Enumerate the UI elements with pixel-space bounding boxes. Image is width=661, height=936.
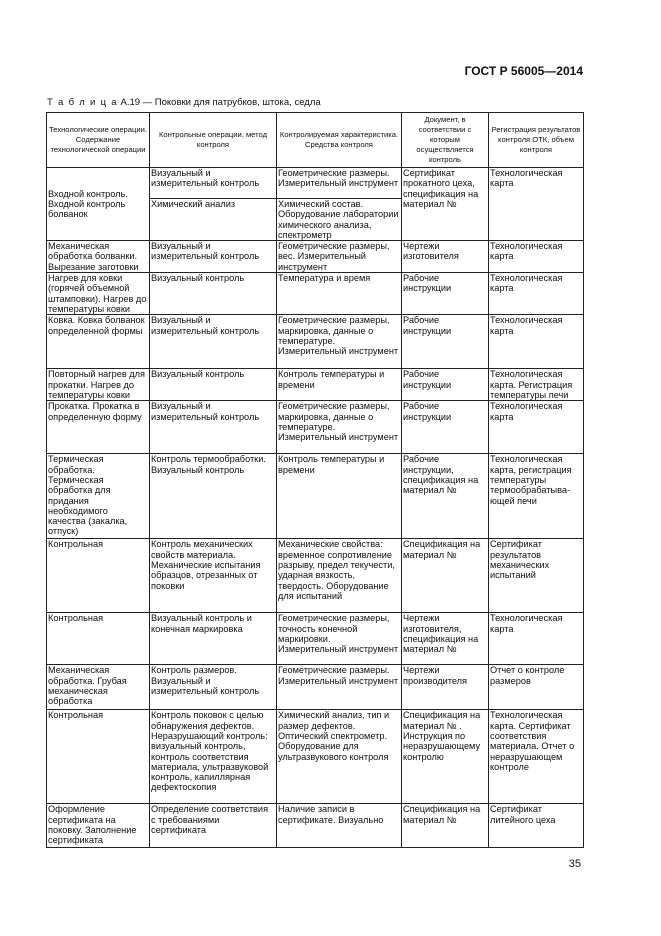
table-header-row	[47, 113, 584, 168]
document-cell: Рабочие инструкции	[402, 315, 489, 369]
characteristic-cell: Геометрические размеры, маркировка, данные о температуре. Измерительный инструмент	[277, 315, 402, 369]
operation-cell: Ковка. Ковка болванок определенной формы	[47, 315, 150, 369]
column-header: Регистрация результатов контроля ОТК, объем контроля	[489, 113, 584, 168]
characteristic-cell: Механические свойства: временное сопротивление разрыву, предел текучести, ударная вязкость, твердость. Оборудование для испытаний	[277, 539, 402, 613]
registration-cell: Сертификат литейного цеха	[489, 804, 584, 848]
registration-cell: Технологическая карта	[489, 273, 584, 315]
document-cell: Рабочие инструкции	[402, 369, 489, 401]
method-cell: Визуальный и измерительный контроль	[150, 168, 277, 199]
table-row	[47, 613, 584, 665]
operation-cell: Контрольная	[47, 710, 150, 804]
registration-cell: Сертификат результатов механических испытаний	[489, 539, 584, 613]
control-table	[46, 112, 584, 848]
registration-cell: Технологическая карта	[489, 613, 584, 665]
registration-cell: Технологическая карта. Регистрация температуры печи	[489, 369, 584, 401]
table-row	[47, 241, 584, 273]
characteristic-cell: Геометрические размеры. Измерительный инструмент	[277, 665, 402, 710]
operation-cell: Механическая обработка болванки. Вырезание заготовки	[47, 241, 150, 273]
table-row	[47, 273, 584, 315]
registration-cell: Технологическая карта. Сертификат соответствия материала. Отчет о неразрушающем контроле	[489, 710, 584, 804]
document-cell: Чертежи изготовителя, спецификация на материал №	[402, 613, 489, 665]
operation-cell: Механическая обработка. Грубая механическая обработка	[47, 665, 150, 710]
characteristic-cell: Химический состав. Оборудование лаборатории химического анализа, спектрометр	[277, 199, 402, 241]
registration-cell: Технологическая карта, регистрация температуры термообрабатыва-ющей печи	[489, 454, 584, 539]
document-cell: Сертификат прокатного цеха, спецификация на материал №	[402, 168, 489, 241]
table-row	[47, 665, 584, 710]
characteristic-cell: Наличие записи в сертификате. Визуально	[277, 804, 402, 848]
characteristic-cell: Контроль температуры и времени	[277, 369, 402, 401]
characteristic-cell: Температура и время	[277, 273, 402, 315]
table-row	[47, 454, 584, 539]
document-cell: Спецификация на материал №	[402, 804, 489, 848]
method-cell: Визуальный и измерительный контроль	[150, 401, 277, 454]
operation-cell: Входной контроль. Входной контроль болванок	[47, 168, 150, 241]
method-cell: Визуальный контроль	[150, 273, 277, 315]
registration-cell: Технологическая карта	[489, 315, 584, 369]
method-cell: Контроль термообработки. Визуальный контроль	[150, 454, 277, 539]
operation-cell: Контрольная	[47, 613, 150, 665]
operation-cell: Термическая обработка. Термическая обработка для придания необходимого качества (закалка, отпуск)	[47, 454, 150, 539]
table-row	[47, 315, 584, 369]
characteristic-cell: Химический анализ, тип и размер дефектов. Оптический спектрометр. Оборудование для ультразвукового контроля	[277, 710, 402, 804]
column-header: Контрольные операции. метод контроля	[150, 113, 277, 168]
document-cell: Рабочие инструкции, спецификация на материал №	[402, 454, 489, 539]
standard-code: ГОСТ Р 56005—2014	[464, 64, 583, 78]
caption-prefix: Т а б л и ц а	[47, 97, 118, 108]
operation-cell: Оформление сертификата на поковку. Заполнение сертификата	[47, 804, 150, 848]
column-header: Документ, в соответствии с которым осуществляется контроль	[402, 113, 489, 168]
document-cell: Спецификация на материал № . Инструкция по неразрушающему контролю	[402, 710, 489, 804]
characteristic-cell: Геометрические размеры, маркировка, данные о температуре. Измерительный инструмент	[277, 401, 402, 454]
method-cell: Визуальный контроль и конечная маркировка	[150, 613, 277, 665]
document-cell: Чертежи производителя	[402, 665, 489, 710]
table-row	[47, 539, 584, 613]
method-cell: Контроль размеров. Визуальный и измерительный контроль	[150, 665, 277, 710]
method-cell: Визуальный и измерительный контроль	[150, 241, 277, 273]
page-number: 35	[568, 858, 581, 870]
method-cell: Определение соответствия с требованиями сертификата	[150, 804, 277, 848]
method-cell: Контроль поковок с целью обнаружения дефектов. Неразрушающий контроль: визуальный контроль, контроль соответствия материала, ультразвуковой контроль, капиллярная дефектоскопия	[150, 710, 277, 804]
operation-cell: Контрольная	[47, 539, 150, 613]
registration-cell: Технологическая карта	[489, 401, 584, 454]
document-cell: Рабочие инструкции	[402, 273, 489, 315]
table-caption	[47, 97, 321, 108]
column-header: Технологические операции. Содержание технологической операции	[47, 113, 150, 168]
column-header: Контролируемая характеристика. Средства контроля	[277, 113, 402, 168]
method-cell: Химический анализ	[150, 199, 277, 241]
method-cell: Визуальный контроль	[150, 369, 277, 401]
table-row	[47, 168, 584, 199]
table-row	[47, 401, 584, 454]
operation-cell: Нагрев для ковки (горячей объемной штамповки). Нагрев до температуры ковки	[47, 273, 150, 315]
table-row	[47, 804, 584, 848]
table-row	[47, 369, 584, 401]
caption-text: А.19 — Поковки для патрубков, штока, седла	[117, 97, 321, 108]
document-cell: Чертежи изготовителя	[402, 241, 489, 273]
method-cell: Визуальный и измерительный контроль	[150, 315, 277, 369]
document-cell: Спецификация на материал №	[402, 539, 489, 613]
registration-cell: Технологическая карта	[489, 168, 584, 241]
method-cell: Контроль механических свойств материала. Механические испытания образцов, отрезанных от поковки	[150, 539, 277, 613]
characteristic-cell: Контроль температуры и времени	[277, 454, 402, 539]
operation-cell: Повторный нагрев для прокатки. Нагрев до температуры ковки	[47, 369, 150, 401]
registration-cell: Технологическая карта	[489, 241, 584, 273]
registration-cell: Отчет о контроле размеров	[489, 665, 584, 710]
document-cell: Рабочие инструкции	[402, 401, 489, 454]
operation-cell: Прокатка. Прокатка в определенную форму	[47, 401, 150, 454]
characteristic-cell: Геометрические размеры. Измерительный инструмент	[277, 168, 402, 199]
table-row	[47, 710, 584, 804]
characteristic-cell: Геометрические размеры, точность конечной маркировки. Измерительный инструмент	[277, 613, 402, 665]
characteristic-cell: Геометрические размеры, вес. Измерительный инструмент	[277, 241, 402, 273]
